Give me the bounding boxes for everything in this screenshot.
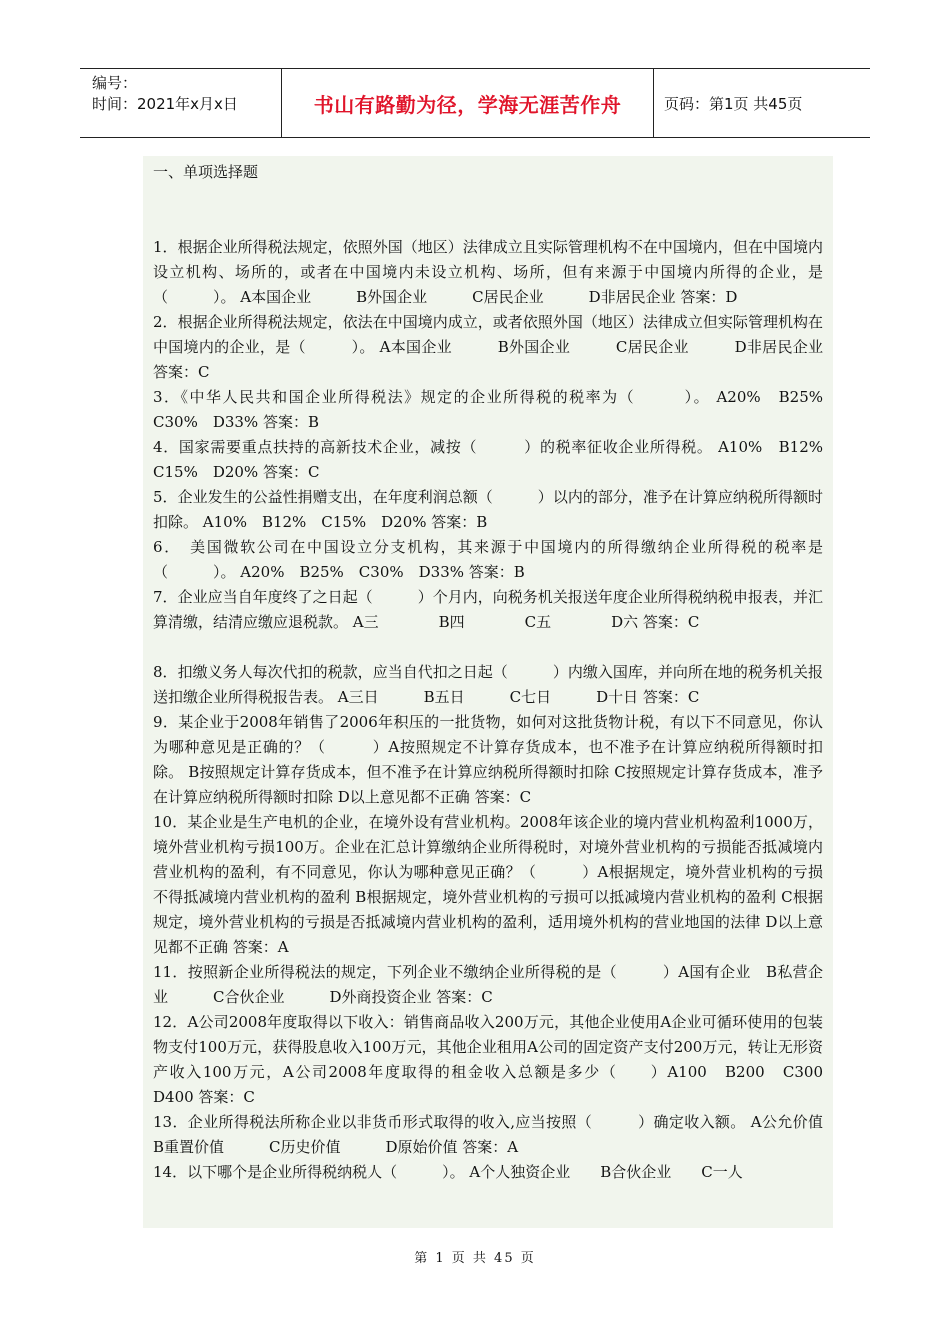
page-header xyxy=(80,68,870,138)
question-1: 1．根据企业所得税法规定，依照外国（地区）法律成立且实际管理机构不在中国境内，但在中国境内设立机构、场所的，或者在中国境内未设立机构、场所，但有来源于中国境内所得的企业，是（ ）。 A本国企业 B外国企业 C居民企业 D非居民企业 答案：D xyxy=(153,238,823,306)
question-3: 3．《中华人民共和国企业所得税法》规定的企业所得税的税率为（ ）。 A20% B25% C30% D33% 答案：B xyxy=(153,388,839,431)
question-12: 12．A公司2008年度取得以下收入：销售商品收入200万元，其他企业使用A企业可循环使用的包装物支付100万元，获得股息收入100万元，其他企业租用A公司的固定资产支付200万元，转让无形资产收入100万元，A公司2008年度取得的租金收入总额是多少（ ）A100 B200 C300 D400 答案：C xyxy=(153,1013,839,1106)
question-11: 11．按照新企业所得税法的规定，下列企业不缴纳企业所得税的是（ ）A国有企业 B私营企业 C合伙企业 D外商投资企业 答案：C xyxy=(153,963,823,1006)
header-meta xyxy=(80,69,282,137)
document-number-label: 编号： xyxy=(92,74,138,92)
question-13: 13．企业所得税法所称企业以非货币形式取得的收入,应当按照（ ）确定收入额。 A公允价值 B重置价值 C历史价值 D原始价值 答案：A xyxy=(153,1113,869,1156)
question-2: 2．根据企业所得税法规定，依法在中国境内成立，或者依照外国（地区）法律成立但实际管理机构在中国境内的企业，是（ ）。 A本国企业 B外国企业 C居民企业 D非居民企业 答案：C xyxy=(153,313,823,381)
question-9: 9．某企业于2008年销售了2006年积压的一批货物，如何对这批货物计税，有以下不同意见，你认为哪种意见是正确的？（ ）A按照规定不计算存货成本，也不准予在计算应纳税所得额时扣除。 B按照规定计算存货成本，但不准予在计算应纳税所得额时扣除 C按照规定计算存货成本，准予在计算应纳税所得额时扣除 D以上意见都不正确 答案：C xyxy=(153,713,823,806)
header-motto: 书山有路勤为径，学海无涯苦作舟 xyxy=(282,69,654,137)
question-10: 10．某企业是生产电机的企业，在境外设有营业机构。2008年该企业的境内营业机构盈利1000万，境外营业机构亏损100万。企业在汇总计算缴纳企业所得税时，对境外营业机构的亏损能否抵减境内营业机构的盈利，有不同意见，你认为哪种意见正确？（ ）A根据规定，境外营业机构的亏损不得抵减境内营业机构的盈利 B根据规定，境外营业机构的亏损可以抵减境内营业机构的盈利 C根据规定，境外营业机构的亏损是否抵减境内营业机构的盈利，适用境外机构的营业地国的法律 D以上意见都不正确 答案：A xyxy=(153,813,823,956)
question-4: 4．国家需要重点扶持的高新技术企业，减按（ ）的税率征收企业所得税。 A10% B12% C15% D20% 答案：C xyxy=(153,438,839,481)
page-footer: 第 1 页 共 45 页 xyxy=(414,1251,536,1266)
question-6: 6． 美国微软公司在中国设立分支机构，其来源于中国境内的所得缴纳企业所得税的税率是（ ）。 A20% B25% C30% D33% 答案：B xyxy=(153,538,823,581)
question-14: 14．以下哪个是企业所得税纳税人（ ）。 A个人独资企业 B合伙企业 C一人 xyxy=(153,1163,743,1181)
question-7: 7．企业应当自年度终了之日起（ ）个月内，向税务机关报送年度企业所得税纳税申报表，并汇算清缴，结清应缴应退税款。 A三 B四 C五 D六 答案：C xyxy=(153,588,823,631)
section-title: 一、单项选择题 xyxy=(153,163,259,181)
question-8: 8．扣缴义务人每次代扣的税款，应当自代扣之日起（ ）内缴入国库，并向所在地的税务机关报送扣缴企业所得税报告表。 A三日 B五日 C七日 D十日 答案：C xyxy=(153,663,823,706)
question-5: 5．企业发生的公益性捐赠支出，在年度利润总额（ ）以内的部分，准予在计算应纳税所得额时扣除。 A10% B12% C15% D20% 答案：B xyxy=(153,488,823,531)
document-body xyxy=(143,156,869,1228)
document-time-label: 时间：2021年x月x日 xyxy=(92,95,238,113)
header-page-info: 页码：第1页 共45页 xyxy=(664,94,803,113)
